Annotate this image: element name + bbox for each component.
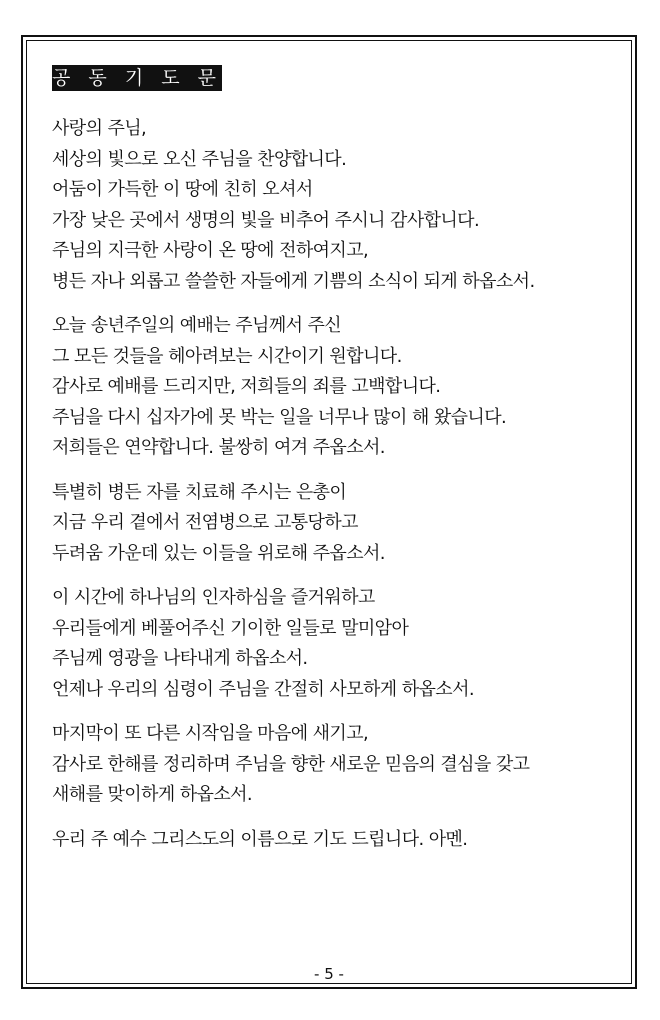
text-line: 주님께 영광을 나타내게 하옵소서.: [52, 648, 308, 669]
text-line: 마지막이 또 다른 시작임을 마음에 새기고,: [52, 723, 369, 744]
text-line: 우리 주 예수 그리스도의 이름으로 기도 드립니다. 아멘.: [52, 828, 468, 850]
text-line: 오늘 송년주일의 예배는 주님께서 주신: [52, 315, 342, 336]
text-line: 주님의 지극한 사랑이 온 땅에 전하여지고,: [52, 240, 369, 261]
page-border-outer: [21, 35, 637, 989]
paragraph-6: [52, 825, 627, 856]
text-line: 그 모든 것들을 헤아려보는 시간이기 원합니다.: [52, 345, 402, 367]
text-line: 두려움 가운데 있는 이들을 위로해 주옵소서.: [52, 542, 385, 564]
text-line: 특별히 병든 자를 치료해 주시는 은총이: [52, 481, 347, 503]
text-line: 가장 낮은 곳에서 생명의 빛을 비추어 주시니 감사합니다.: [52, 209, 480, 231]
text-line: 새해를 맞이하게 하옵소서.: [52, 784, 253, 805]
section-title: 공 동 기 도 문: [52, 67, 222, 89]
text-line: 우리들에게 베풀어주신 기이한 일들로 말미암아: [52, 617, 409, 639]
text-line: 이 시간에 하나님의 인자하심을 즐거워하고: [52, 587, 375, 608]
paragraph-3: [52, 478, 627, 570]
text-line: 세상의 빛으로 오신 주님을 찬양합니다.: [52, 148, 347, 170]
page-number: - 5 -: [314, 965, 344, 983]
text-line: 사랑의 주님,: [52, 118, 147, 139]
text-line: 감사로 한해를 정리하며 주님을 향한 새로운 믿음의 결심을 갖고: [52, 753, 530, 775]
paragraph-4: [52, 583, 627, 705]
paragraph-2: [52, 311, 627, 464]
text-line: 언제나 우리의 심령이 주님을 간절히 사모하게 하옵소서.: [52, 678, 474, 700]
text-line: 감사로 예배를 드리지만, 저희들의 죄를 고백합니다.: [52, 376, 441, 397]
text-line: 어둠이 가득한 이 땅에 친히 오셔서: [52, 179, 313, 200]
paragraph-5: [52, 719, 627, 811]
text-line: 주님을 다시 십자가에 못 박는 일을 너무나 많이 해 왔습니다.: [52, 406, 507, 428]
text-line: 지금 우리 곁에서 전염병으로 고통당하고: [52, 512, 358, 533]
text-line: 병든 자나 외롭고 쓸쓸한 자들에게 기쁨의 소식이 되게 하옵소서.: [52, 270, 535, 292]
text-line: 저희들은 연약합니다. 불쌍히 여겨 주옵소서.: [52, 437, 385, 458]
prayer-body: [52, 114, 627, 869]
paragraph-1: [52, 114, 627, 297]
